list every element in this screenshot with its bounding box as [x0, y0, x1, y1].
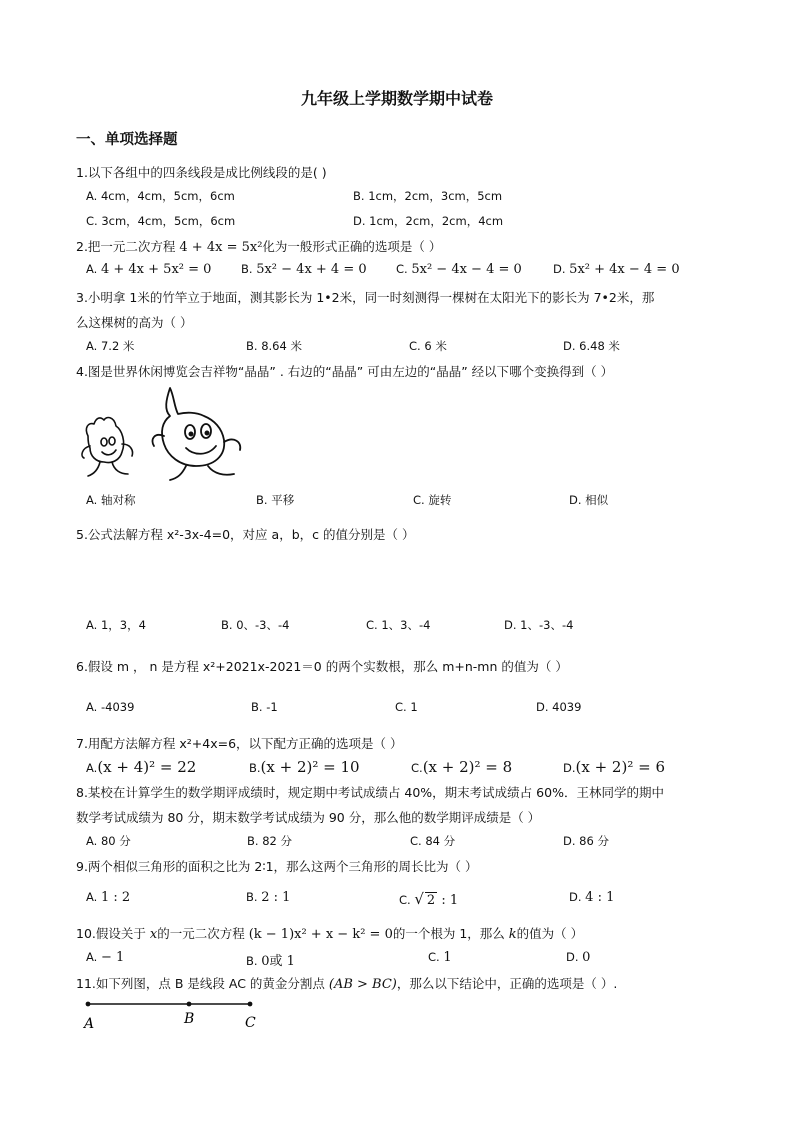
label-c: C — [245, 1015, 256, 1031]
option-label: D. — [569, 890, 586, 904]
question-2-stem-post: 化为一般形式正确的选项是（ ） — [262, 239, 442, 254]
question-8-option-c: C. 84 分 — [410, 834, 456, 848]
stem-variable: x — [149, 927, 158, 942]
stem-text: 的一元二次方程 — [157, 926, 249, 941]
sqrt-radicand: 2 — [426, 893, 436, 908]
question-2-option-b — [241, 262, 367, 277]
point-b — [187, 1002, 192, 1007]
question-6-stem: 6.假设 m ， n 是方程 x²+2021x-2021＝0 的两个实数根，那么 m+n-mn 的值为（ ） — [76, 659, 568, 674]
option-math: 2 : 1 — [261, 890, 291, 905]
question-1-stem: 1.以下各组中的四条线段是成比例线段的是( ) — [76, 165, 327, 180]
label-b: B — [184, 1011, 195, 1027]
question-8-option-b: B. 82 分 — [247, 834, 292, 848]
mascot-large — [152, 388, 240, 480]
question-9-stem: 9.两个相似三角形的面积之比为 2∶1，那么这两个三角形的周长比为（ ） — [76, 859, 478, 874]
option-math: (x + 2)² = 8 — [422, 758, 513, 776]
stem-variable: k — [508, 927, 517, 942]
question-2-stem-pre: 2.把一元二次方程 — [76, 239, 180, 254]
question-4-option-b: B. 平移 — [256, 493, 295, 507]
question-5-stem: 5.公式法解方程 x²-3x-4=0，对应 a，b，c 的值分别是（ ） — [76, 527, 415, 542]
question-9-option-d — [569, 890, 614, 905]
question-5-option-d: D. 1、-3、-4 — [504, 618, 574, 632]
option-label: B. — [246, 890, 262, 904]
question-6-option-d: D. 4039 — [536, 700, 582, 714]
question-3-option-c: C. 6 米 — [409, 339, 447, 353]
question-1-option-c: C. 3cm，4cm，5cm，6cm — [86, 214, 236, 228]
question-11-condition: (AB > BC) — [328, 977, 397, 992]
option-math: (x + 4)² = 22 — [97, 758, 197, 776]
question-6-option-b: B. -1 — [251, 700, 278, 714]
question-10-stem — [76, 924, 583, 942]
option-label: C. — [411, 761, 423, 775]
question-2-option-c — [396, 262, 522, 277]
question-1-option-b: B. 1cm，2cm，3cm，5cm — [353, 189, 503, 203]
option-label: B. — [246, 954, 262, 968]
page-title: 九年级上学期数学期中试卷 — [300, 89, 493, 108]
question-4-option-a: A. 轴对称 — [86, 493, 136, 507]
option-math: : 1 — [437, 893, 459, 908]
question-10-option-a — [86, 950, 124, 965]
question-10-option-b — [246, 950, 295, 969]
option-math: 5x² − 4x − 4 = 0 — [411, 262, 522, 277]
question-2-equation: 4 + 4x = 5x² — [179, 240, 263, 255]
option-label: B. — [249, 761, 261, 775]
stem-text: 的值为（ ） — [516, 926, 584, 941]
question-5-option-c: C. 1、3、-4 — [366, 618, 431, 632]
option-label: C. — [399, 893, 415, 907]
option-math: (x + 2)² = 10 — [260, 758, 360, 776]
question-10-equation: (k − 1)x² + x − k² = 0 — [248, 927, 393, 942]
option-label: A. — [86, 890, 101, 904]
option-label: A. — [86, 761, 98, 775]
option-math: 0 — [582, 950, 591, 965]
stem-text: 的一个根为 1，那么 — [392, 926, 509, 941]
option-math: 4 + 4x + 5x² = 0 — [100, 262, 212, 277]
question-10-option-c — [428, 950, 452, 965]
option-math: 4 : 1 — [585, 890, 615, 905]
option-math: 1 — [443, 950, 452, 965]
question-7-stem: 7.用配方法解方程 x²+4x=6，以下配方正确的选项是（ ） — [76, 736, 403, 751]
question-3-option-a: A. 7.2 米 — [86, 339, 135, 353]
question-5-option-b: B. 0、-3、-4 — [221, 618, 290, 632]
question-9-option-c — [399, 890, 458, 908]
segment-figure — [80, 998, 280, 1038]
question-4-stem: 4.图是世界休闲博览会吉祥物“晶晶” . 右边的“晶晶” 可由左边的“晶晶” 经以下哪个变换得到（ ） — [76, 364, 614, 379]
question-5-option-a: A. 1，3，4 — [86, 618, 146, 632]
option-label: A. — [86, 262, 101, 276]
option-label: A. — [86, 950, 101, 964]
question-11-stem — [76, 974, 617, 992]
question-6-option-c: C. 1 — [395, 700, 418, 714]
question-3-option-d: D. 6.48 米 — [563, 339, 620, 353]
point-c — [248, 1002, 253, 1007]
question-8-stem-line-2: 数学考试成绩为 80 分，期末数学考试成绩为 90 分，那么他的数学期评成绩是（ ） — [76, 810, 541, 825]
question-7-option-b — [249, 758, 360, 776]
question-7-option-c — [411, 758, 512, 776]
question-3-stem-line-1: 3.小明拿 1米的竹竿立于地面，测其影长为 1•2米，同一时刻测得一棵树在太阳光下的影长为 7•2米，那 — [76, 290, 655, 305]
question-8-stem-line-1: 8.某校在计算学生的数学期评成绩时，规定期中考试成绩占 40%，期末考试成绩占 60%．王林同学的期中 — [76, 785, 664, 800]
point-a — [86, 1002, 91, 1007]
stem-text: ，那么以下结论中，正确的选项是（ ）. — [396, 976, 618, 991]
option-math: 1 : 2 — [100, 890, 131, 905]
question-4-option-c: C. 旋转 — [413, 493, 452, 507]
question-3-stem-line-2: 么这棵树的高为（ ） — [76, 315, 193, 330]
option-label: B. — [241, 262, 257, 276]
option-label: C. — [396, 262, 412, 276]
option-math: 0或 1 — [261, 954, 295, 969]
question-1-option-a: A. 4cm，4cm，5cm，6cm — [86, 189, 235, 203]
question-9-option-a — [86, 890, 130, 905]
question-2-stem — [76, 237, 441, 255]
option-label: C. — [428, 950, 444, 964]
option-math: 5x² + 4x − 4 = 0 — [569, 262, 680, 277]
question-2-option-a — [86, 262, 211, 277]
option-label: D. — [566, 950, 583, 964]
question-10-option-d — [566, 950, 590, 965]
label-a: A — [84, 1016, 95, 1032]
option-math: (x + 2)² = 6 — [575, 758, 665, 776]
sqrt-sign: √ — [414, 890, 424, 908]
question-1-option-d: D. 1cm，2cm，2cm，4cm — [353, 214, 504, 228]
option-label: D. — [563, 761, 576, 775]
question-6-option-a: A. -4039 — [86, 700, 135, 714]
stem-text: 11.如下列图，点 B 是线段 AC 的黄金分割点 — [76, 976, 329, 991]
option-math: − 1 — [100, 950, 125, 965]
question-7-option-d — [563, 758, 665, 776]
option-label: D. — [553, 262, 570, 276]
question-7-option-a — [86, 758, 196, 776]
question-2-option-d — [553, 262, 680, 277]
stem-text: 10.假设关于 — [76, 926, 150, 941]
question-8-option-a: A. 80 分 — [86, 834, 131, 848]
question-3-option-b: B. 8.64 米 — [246, 339, 302, 353]
mascot-small — [82, 418, 133, 476]
mascot-figure — [74, 386, 264, 486]
question-8-option-d: D. 86 分 — [563, 834, 609, 848]
question-9-option-b — [246, 890, 290, 905]
option-math: 5x² − 4x + 4 = 0 — [256, 262, 367, 277]
section-heading: 一、单项选择题 — [76, 132, 178, 148]
question-4-option-d: D. 相似 — [569, 493, 609, 507]
